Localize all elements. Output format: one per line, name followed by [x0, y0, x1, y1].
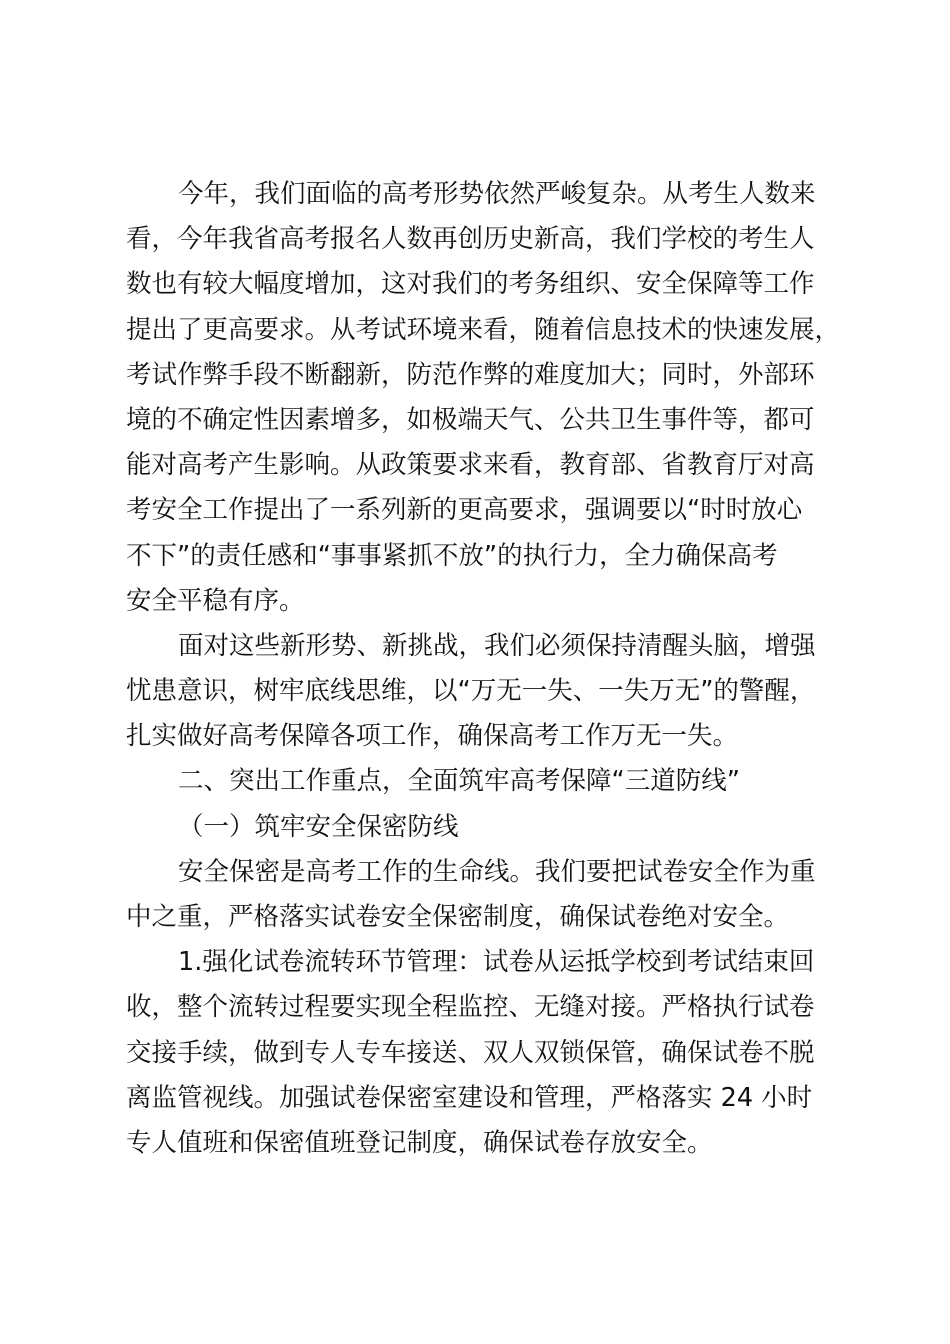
subsection-heading: （一）筑牢安全保密防线	[178, 811, 459, 842]
paragraph-line: 考试作弊手段不断翻新，防范作弊的难度加大；同时，外部环	[126, 359, 815, 390]
paragraph-line: 安全平稳有序。	[126, 585, 305, 616]
paragraph-line: 提出了更高要求。从考试环境来看，随着信息技术的快速发展，	[126, 314, 841, 345]
paragraph-line: 看，今年我省高考报名人数再创历史新高，我们学校的考生人	[126, 224, 815, 255]
paragraph-line: 面对这些新形势、新挑战，我们必须保持清醒头脑，增强	[178, 630, 816, 661]
paragraph-line: 今年，我们面临的高考形势依然严峻复杂。从考生人数来	[178, 179, 816, 209]
paragraph-line: 忧患意识，树牢底线思维，以“万无一失、一失万无”的警醒，	[126, 676, 816, 707]
paragraph-line: 专人值班和保密值班登记制度，确保试卷存放安全。	[126, 1127, 713, 1158]
paragraph-line: 交接手续，做到专人专车接送、双人双锁保管，确保试卷不脱	[126, 1037, 815, 1068]
paragraph-line: 能对高考产生影响。从政策要求来看，教育部、省教育厅对高	[126, 450, 815, 481]
paragraph-line: 扎实做好高考保障各项工作，确保高考工作万无一失。	[126, 721, 739, 752]
paragraph-line: 中之重，严格落实试卷安全保密制度，确保试卷绝对安全。	[126, 902, 790, 932]
paragraph-line: 离监管视线。加强试卷保密室建设和管理，严格落实 24 小时	[126, 1082, 813, 1113]
paragraph-line: 1.强化试卷流转环节管理：试卷从运抵学校到考试结束回	[178, 947, 815, 978]
paragraph-line: 数也有较大幅度增加，这对我们的考务组织、安全保障等工作	[126, 269, 815, 300]
paragraph-line: 收，整个流转过程要实现全程监控、无缝对接。严格执行试卷	[126, 992, 815, 1023]
section-heading: 二、突出工作重点，全面筑牢高考保障“三道防线”	[178, 766, 740, 797]
paragraph-line: 不下”的责任感和“事事紧抓不放”的执行力，全力确保高考	[126, 540, 778, 571]
paragraph-line: 安全保密是高考工作的生命线。我们要把试卷安全作为重	[178, 856, 816, 887]
paragraph-line: 考安全工作提出了一系列新的更高要求，强调要以“时时放心	[126, 495, 803, 526]
paragraph-line: 境的不确定性因素增多，如极端天气、公共卫生事件等，都可	[126, 404, 815, 435]
document-body	[126, 172, 841, 1166]
